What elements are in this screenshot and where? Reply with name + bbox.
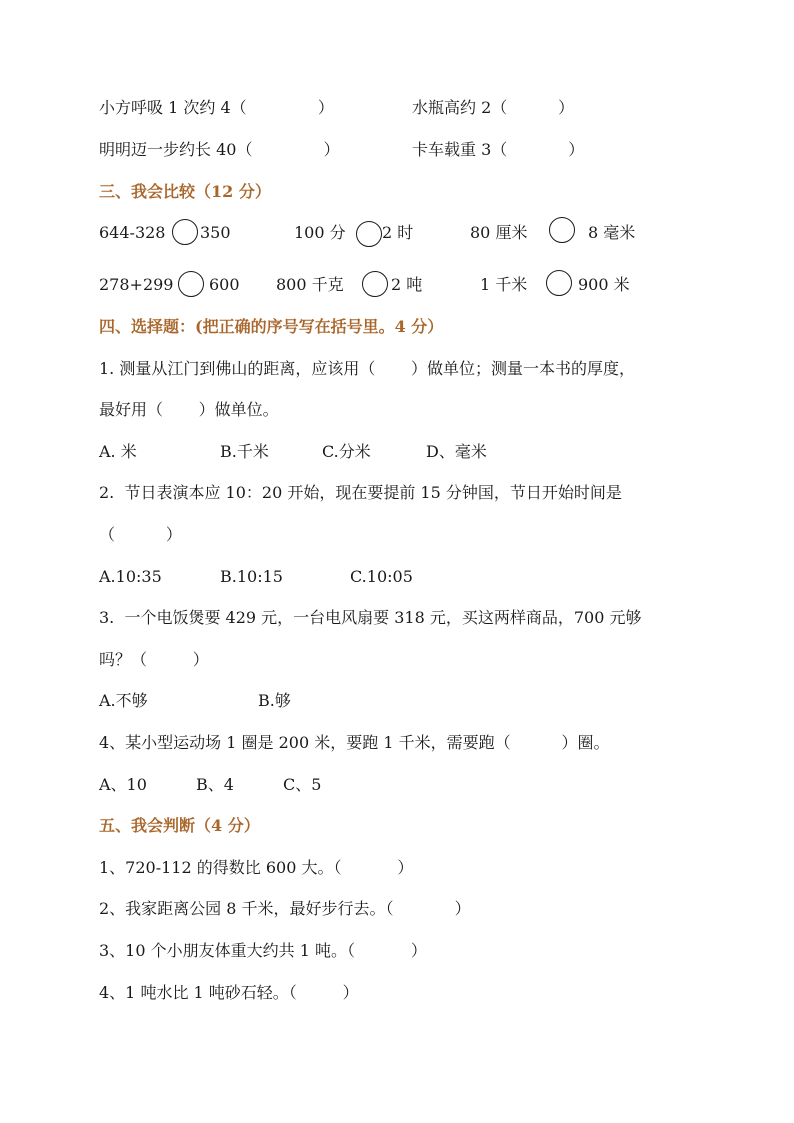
q1-option-c: C.分米 — [322, 442, 371, 461]
q3-line1: 3. 一个电饭煲要 429 元，一台电风扇要 318 元，买这两样商品，700 元够 — [99, 608, 642, 627]
compare-3-left: 80 厘米 — [470, 223, 528, 242]
q3-option-a: A.不够 — [99, 691, 148, 710]
compare-4-left: 278+299 — [99, 275, 174, 294]
fill-in-row1-left: 小方呼吸 1 次约 4（ ） — [99, 98, 334, 117]
q1-option-d: D、毫米 — [426, 442, 487, 461]
section5-heading: 五、我会判断（4 分） — [99, 816, 260, 835]
compare-2-left: 100 分 — [294, 223, 346, 242]
judge-item-2: 2、我家距离公园 8 千米，最好步行去。（ ） — [99, 899, 471, 918]
compare-5-left: 800 千克 — [276, 275, 344, 294]
compare-3-right: 8 毫米 — [588, 223, 636, 242]
compare-6-left: 1 千米 — [480, 275, 528, 294]
compare-4-circle[interactable] — [178, 271, 204, 297]
q3-option-b: B.够 — [258, 691, 291, 710]
q2-line2: （ ） — [99, 525, 182, 544]
q4-option-a: A、10 — [99, 775, 147, 794]
compare-6-right: 900 米 — [578, 275, 630, 294]
compare-1-left: 644-328 — [99, 223, 166, 242]
compare-6-circle[interactable] — [546, 270, 572, 296]
compare-5-right: 2 吨 — [391, 275, 423, 294]
q4-option-b: B、4 — [196, 775, 234, 794]
compare-2-circle[interactable] — [356, 221, 382, 247]
section4-heading: 四、选择题：(把正确的序号写在括号里。4 分） — [99, 317, 444, 336]
q3-line2: 吗？（ ） — [99, 650, 209, 669]
compare-1-circle[interactable] — [172, 219, 198, 245]
fill-in-row2-right: 卡车载重 3（ ） — [412, 140, 585, 159]
compare-1-right: 350 — [200, 223, 231, 242]
compare-4-right: 600 — [209, 275, 240, 294]
q1-option-a: A. 米 — [99, 442, 137, 461]
q2-line1: 2. 节日表演本应 10：20 开始，现在要提前 15 分钟国，节日开始时间是 — [99, 483, 622, 502]
q1-line1: 1. 测量从江门到佛山的距离，应该用（ ）做单位；测量一本书的厚度， — [99, 359, 635, 378]
q2-option-b: B.10:15 — [220, 567, 283, 586]
judge-item-4: 4、1 吨水比 1 吨砂石轻。（ ） — [99, 983, 359, 1002]
judge-item-3: 3、10 个小朋友体重大约共 1 吨。（ ） — [99, 941, 427, 960]
q2-option-a: A.10:35 — [99, 567, 162, 586]
fill-in-row2-left: 明明迈一步约长 40（ ） — [99, 140, 340, 159]
q4-option-c: C、5 — [283, 775, 322, 794]
q1-line2: 最好用（ ）做单位。 — [99, 400, 279, 419]
judge-item-1: 1、720-112 的得数比 600 大。（ ） — [99, 858, 414, 877]
compare-3-circle[interactable] — [549, 217, 575, 243]
q4-line1: 4、某小型运动场 1 圈是 200 米，要跑 1 千米，需要跑（ ）圈。 — [99, 733, 610, 752]
section3-heading: 三、我会比较（12 分） — [99, 182, 271, 201]
compare-5-circle[interactable] — [362, 271, 388, 297]
q2-option-c: C.10:05 — [350, 567, 413, 586]
fill-in-row1-right: 水瓶高约 2（ ） — [412, 98, 575, 117]
compare-2-right: 2 时 — [382, 223, 414, 242]
q1-option-b: B.千米 — [220, 442, 269, 461]
